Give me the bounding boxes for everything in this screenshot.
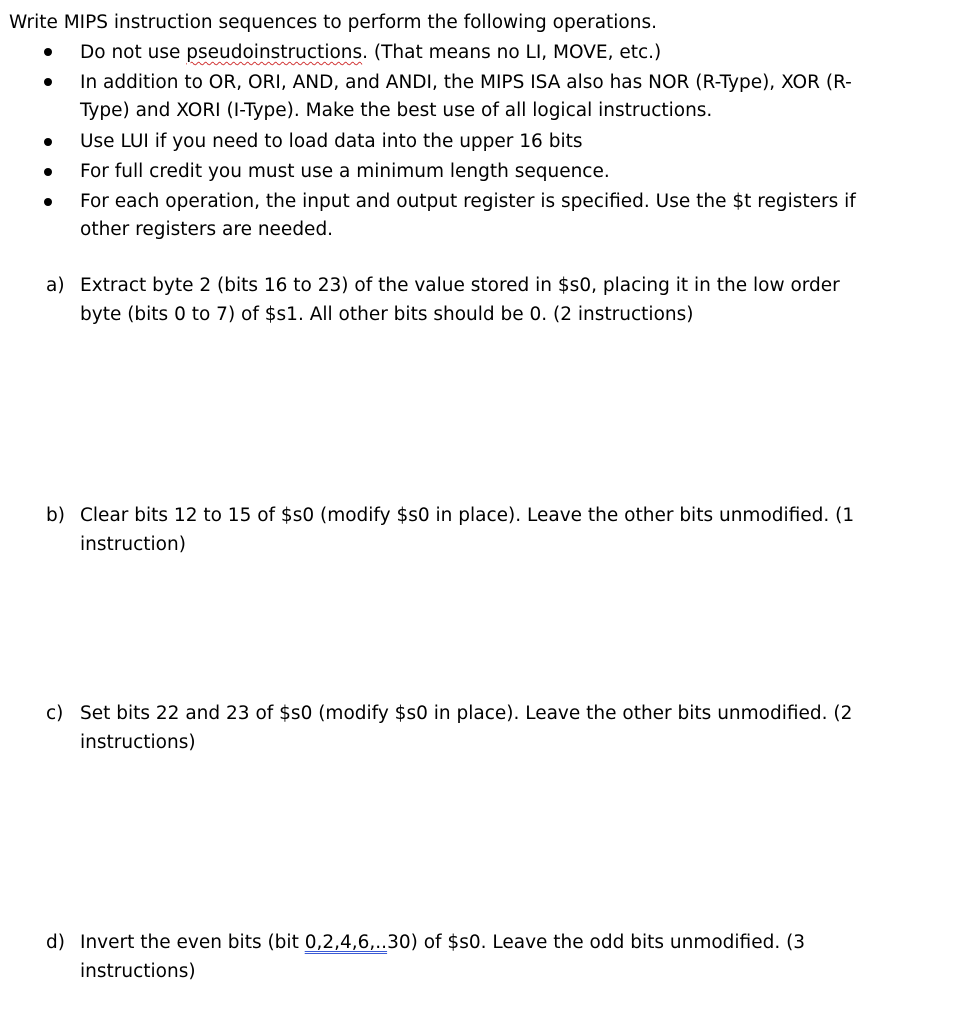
question-text: Invert the even bits (bit bbox=[80, 932, 305, 953]
question-b-label: b) bbox=[46, 505, 65, 526]
question-a-line1: Extract byte 2 (bits 16 to 23) of the value stored in $s0, placing it in the low order bbox=[80, 275, 840, 296]
bullet-dot bbox=[44, 78, 52, 86]
bullet-dot bbox=[44, 198, 52, 206]
bullet-no-pseudoinstructions bbox=[80, 38, 661, 67]
bullet-full-credit: For full credit you must use a minimum length sequence. bbox=[80, 161, 610, 182]
grammar-check-phrase: 0,2,4,6,.. bbox=[304, 932, 388, 953]
bullet-dot bbox=[44, 48, 52, 56]
question-c-label: c) bbox=[46, 703, 64, 724]
bullet-logical-instructions-line1: In addition to OR, ORI, AND, and ANDI, the MIPS ISA also has NOR (R-Type), XOR (R- bbox=[80, 72, 852, 93]
question-c-line1: Set bits 22 and 23 of $s0 (modify $s0 in place). Leave the other bits unmodified. (2 bbox=[80, 703, 853, 724]
bullet-dot bbox=[44, 138, 52, 146]
spellcheck-word: pseudoinstructions bbox=[186, 42, 363, 63]
bullet-text: Do not use bbox=[80, 42, 187, 63]
question-text: 30) of $s0. Leave the odd bits unmodified. (3 bbox=[387, 932, 806, 953]
question-b-line2: instruction) bbox=[80, 534, 186, 555]
page-title: Write MIPS instruction sequences to perform the following operations. bbox=[9, 12, 657, 33]
bullet-use-lui: Use LUI if you need to load data into the upper 16 bits bbox=[80, 131, 583, 152]
question-b-line1: Clear bits 12 to 15 of $s0 (modify $s0 in place). Leave the other bits unmodified. (1 bbox=[80, 505, 855, 526]
bullet-registers-line2: other registers are needed. bbox=[80, 219, 334, 240]
question-a-label: a) bbox=[46, 275, 65, 296]
question-d-line1 bbox=[80, 928, 805, 957]
bullet-registers-line1: For each operation, the input and output register is specified. Use the $t registers if bbox=[80, 191, 856, 212]
bullet-logical-instructions-line2: Type) and XORI (I-Type). Make the best use of all logical instructions. bbox=[80, 100, 713, 121]
bullet-dot bbox=[44, 168, 52, 176]
question-c-line2: instructions) bbox=[80, 732, 196, 753]
question-d-line2: instructions) bbox=[80, 961, 196, 982]
question-a-line2: byte (bits 0 to 7) of $s1. All other bits should be 0. (2 instructions) bbox=[80, 304, 694, 325]
bullet-text: . (That means no LI, MOVE, etc.) bbox=[362, 42, 662, 63]
question-d-label: d) bbox=[46, 932, 65, 953]
